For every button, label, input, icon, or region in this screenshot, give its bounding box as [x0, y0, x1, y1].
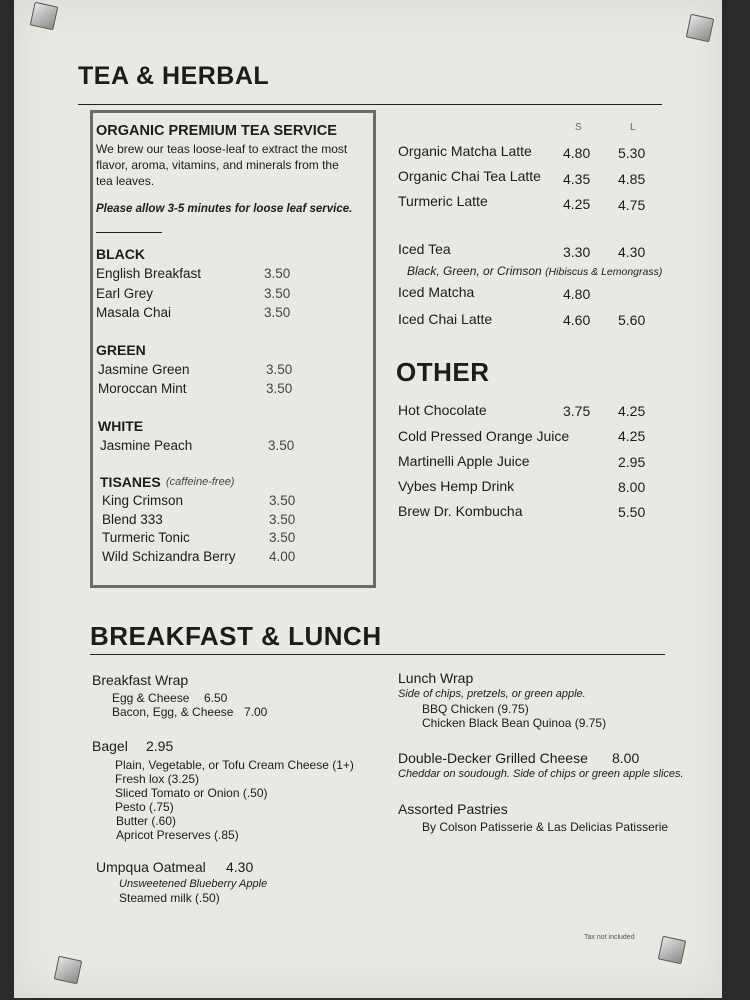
oatmeal-option: Steamed milk (.50)	[119, 891, 220, 905]
black-item-name: Earl Grey	[96, 286, 154, 301]
size-small-label: S	[575, 122, 582, 133]
breakfast-wrap-name: Breakfast Wrap	[92, 672, 189, 688]
lunch-wrap-option: BBQ Chicken (9.75)	[422, 702, 529, 716]
iced-tea-name: Iced Tea	[398, 241, 451, 257]
black-item-price: 3.50	[264, 286, 291, 301]
magnet-top-right	[686, 14, 714, 42]
tisane-item-price: 3.50	[269, 512, 296, 527]
grilled-cheese-name: Double-Decker Grilled Cheese	[398, 750, 588, 766]
iced-matcha-name: Iced Matcha	[398, 284, 475, 300]
iced-tea-note-sub: (Hibiscus & Lemongrass)	[545, 266, 663, 278]
breakfast-lunch-section-title: BREAKFAST & LUNCH	[90, 621, 382, 651]
green-item-name: Moroccan Mint	[98, 381, 187, 396]
tea-service-divider	[96, 232, 162, 233]
tea-title-rule	[78, 104, 662, 105]
pastries-note: By Colson Patisserie & Las Delicias Patisserie	[422, 820, 669, 834]
other-item-name: Martinelli Apple Juice	[398, 453, 530, 469]
bagel-name: Bagel	[92, 738, 128, 754]
magnet-bottom-right	[658, 936, 686, 964]
oatmeal-note: Unsweetened Blueberry Apple	[119, 878, 268, 890]
tisane-item-name: Wild Schizandra Berry	[102, 549, 236, 564]
size-large-label: L	[630, 122, 636, 133]
tisane-item-price: 3.50	[269, 493, 296, 508]
latte-item-name: Organic Matcha Latte	[398, 143, 532, 159]
pastries-name: Assorted Pastries	[398, 801, 508, 817]
green-item-price: 3.50	[266, 381, 293, 396]
other-item-price: 8.00	[618, 479, 646, 495]
bagel-price: 2.95	[146, 738, 174, 754]
oatmeal-price: 4.30	[226, 859, 254, 875]
tisanes-header: TISANES	[100, 474, 161, 490]
grilled-cheese-note: Cheddar on soudough. Side of chips or green apple slices.	[398, 768, 684, 780]
breakfast-wrap-option: Bacon, Egg, & Cheese	[112, 705, 234, 719]
tisane-item-price: 3.50	[269, 530, 296, 545]
magnet-top-left	[30, 2, 58, 30]
green-header: GREEN	[96, 342, 146, 358]
white-header: WHITE	[98, 418, 144, 434]
tea-service-note: Please allow 3-5 minutes for loose leaf service.	[96, 203, 353, 215]
tea-service-desc-3: tea leaves.	[96, 174, 155, 188]
iced-chai-price-small: 4.60	[563, 312, 591, 328]
iced-chai-price-large: 5.60	[618, 312, 646, 328]
green-item-name: Jasmine Green	[98, 362, 190, 377]
hot-chocolate-price-large: 4.25	[618, 403, 646, 419]
iced-tea-price-small: 3.30	[563, 244, 591, 260]
other-item-name: Vybes Hemp Drink	[398, 478, 515, 494]
tea-service-title: ORGANIC PREMIUM TEA SERVICE	[96, 123, 337, 139]
oatmeal-name: Umpqua Oatmeal	[96, 859, 206, 875]
breakfast-wrap-option-price: 6.50	[204, 691, 228, 705]
latte-price-small: 4.35	[563, 171, 591, 187]
hot-chocolate-name: Hot Chocolate	[398, 402, 487, 418]
black-item-name: English Breakfast	[96, 266, 202, 281]
other-section-title: OTHER	[396, 357, 490, 387]
tea-service-desc-1: We brew our teas loose-leaf to extract the most	[96, 142, 348, 156]
hot-chocolate-price-small: 3.75	[563, 403, 591, 419]
tisane-item-name: Turmeric Tonic	[102, 530, 190, 545]
iced-chai-name: Iced Chai Latte	[398, 311, 493, 327]
breakfast-lunch-rule	[90, 654, 665, 655]
latte-item-name: Organic Chai Tea Latte	[398, 168, 541, 184]
bagel-option: Plain, Vegetable, or Tofu Cream Cheese (1+)	[115, 758, 354, 772]
other-item-price: 5.50	[618, 504, 646, 520]
tisane-item-price: 4.00	[269, 549, 296, 564]
other-item-price: 4.25	[618, 428, 646, 444]
magnet-bottom-left	[54, 956, 82, 984]
latte-price-large: 4.75	[618, 197, 646, 213]
iced-matcha-price-small: 4.80	[563, 286, 591, 302]
black-item-price: 3.50	[264, 266, 291, 281]
iced-tea-note	[407, 264, 662, 278]
latte-price-large: 5.30	[618, 145, 646, 161]
bagel-option: Apricot Preserves (.85)	[116, 828, 239, 842]
tea-service-desc-2: flavor, aroma, vitamins, and minerals from the	[96, 158, 339, 172]
latte-price-small: 4.25	[563, 196, 591, 212]
bagel-option: Pesto (.75)	[115, 800, 174, 814]
tax-note: Tax not included	[584, 934, 635, 941]
iced-tea-price-large: 4.30	[618, 244, 646, 260]
black-item-price: 3.50	[264, 305, 291, 320]
tisane-item-name: Blend 333	[102, 512, 163, 527]
lunch-wrap-name: Lunch Wrap	[398, 670, 474, 686]
grilled-cheese-price: 8.00	[612, 750, 640, 766]
latte-price-large: 4.85	[618, 171, 646, 187]
breakfast-wrap-option: Egg & Cheese	[112, 691, 190, 705]
tea-section-title: TEA & HERBAL	[78, 62, 270, 90]
tisane-item-name: King Crimson	[102, 493, 184, 508]
bagel-option: Butter (.60)	[116, 814, 177, 828]
white-item-name: Jasmine Peach	[100, 438, 193, 453]
lunch-wrap-option: Chicken Black Bean Quinoa (9.75)	[422, 716, 607, 730]
bagel-option: Sliced Tomato or Onion (.50)	[115, 786, 268, 800]
breakfast-wrap-option-price: 7.00	[244, 705, 268, 719]
iced-tea-note-main: Black, Green, or Crimson	[407, 264, 542, 278]
bagel-option: Fresh lox (3.25)	[115, 772, 200, 786]
latte-item-name: Turmeric Latte	[398, 193, 488, 209]
lunch-wrap-note: Side of chips, pretzels, or green apple.	[398, 688, 586, 700]
black-header: BLACK	[96, 246, 145, 262]
latte-price-small: 4.80	[563, 145, 591, 161]
other-item-name: Cold Pressed Orange Juice	[398, 428, 570, 444]
white-item-price: 3.50	[268, 438, 295, 453]
other-item-name: Brew Dr. Kombucha	[398, 503, 523, 519]
tisanes-note: (caffeine-free)	[166, 476, 235, 488]
black-item-name: Masala Chai	[96, 305, 172, 320]
green-item-price: 3.50	[266, 362, 293, 377]
other-item-price: 2.95	[618, 454, 646, 470]
